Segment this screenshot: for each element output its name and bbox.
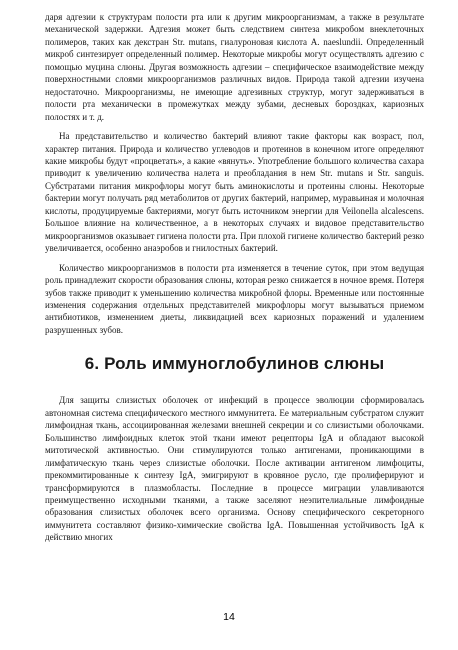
paragraph-immunity: Для защиты слизистых оболочек от инфекций в процессе эволюции сформировалась автономная система специфического местного иммунитета. Ее материальным субстратом служит лимфоидная ткань, ассоциированная железами внешней секреции и со слизистыми оболочками. Большинство лимфоидных клеток этой ткани имеют рецепторы IgA и обладают высокой митотической активностью. Они стимулируются только антигенами, проникающими в лимфатическую ткань через слизистые оболочки. После активации антигеном лимфоциты, прекоммитированные к синтезу IgA, эмигрируют в кровяное русло, где пролиферируют и трансформируются в плазмобласты. Последние в процессе миграции улавливаются преимущественно исходными тканями, а также заселяют неэпителиальные лимфоидные образования слизистых оболочек всего организма. Основу специфического секреторного иммунитета составляют физико-химические свойства IgA. Повышенная устойчивость IgA к действию многих (45, 395, 424, 543)
paragraph-gap (45, 255, 424, 262)
paragraph-gap (45, 123, 424, 130)
page-number: 14 (223, 611, 235, 623)
paragraph-daily-variation: Количество микроорганизмов в полости рта изменяется в течение суток, при этом ведущая роль принадлежит скорости образования слюны, которая резко снижается в ночное время. Потеря зубов также приводит к уменьшению количества микробной флоры. Временные или постоянные изменения содержания отдельных представителей микрофлоры могут вызываться приемом антибиотиков, изменением диеты, ликвидацией всех кариозных поражений и удалением разрушенных зубов. (45, 262, 424, 335)
paragraph-adhesion: даря адгезии к структурам полости рта или к другим микроорганизмам, а также в результате механической задержки. Адгезия может быть следствием синтеза микробом внеклеточных полимеров, таких как декстран Str. mutans, гиалуроновая кислота A. naeslundii. Определенный микроб синтезирует определенный полимер. Некоторые микробы могут осуществлять адгезию с помощью муцина слюны. Другая возможность адгезии – специфическое взаимодействие между поверхностными слоями микроорганизмов различных видов. Природа такой адгезии изучена недостаточно. Микроорганизмы, не имеющие адгезивных структур, могут задерживаться в полости рта механически в промежутках между зубами, десневых бороздках, кариозных полостях и т. д. (45, 12, 424, 122)
section-heading: 6. Роль иммуноглобулинов слюны (84, 354, 385, 374)
paragraph-bacteria-factors: На представительство и количество бактерий влияют такие факторы как возраст, пол, характер питания. Природа и количество углеводов и протеинов в конечном итоге определяют какие микробы будут «процветать», а какие «вянуть». Употребление большого количества сахара приводит к увеличению количества налета и преобладания в нем Str. mutans и Str. sanguis. Субстратами питания микрофлоры могут быть аминокислоты и протеины слюны. Некоторые бактерии могут получать ряд метаболитов от других бактерий, например, муравьиная и молочная кислоты, продуцируемые бактериями, могут быть источником энергии для Veilonella alcalescens. Большое влияние на количественное, а в некоторых случаях и видовое представительство микроорганизмов оказывает гигиена полости рта. При плохой гигиене количество бактерий резко увеличивается, особенно анаэробов и гнилостных бактерий. (45, 131, 424, 254)
